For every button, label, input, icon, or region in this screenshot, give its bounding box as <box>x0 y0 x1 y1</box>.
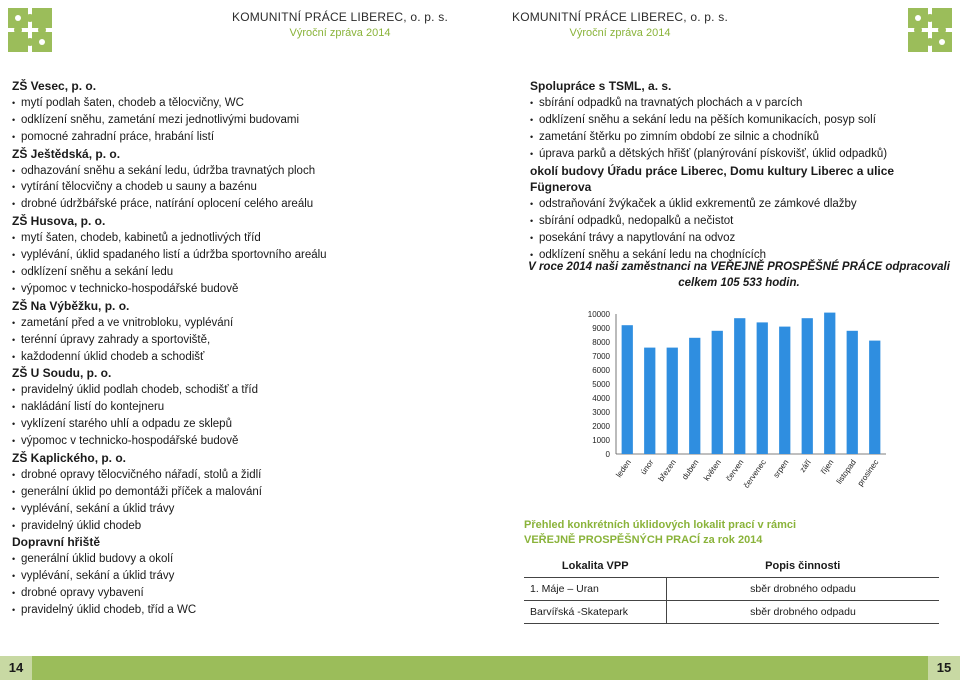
list-item: • vyklízení starého uhlí a odpadu ze sklepů <box>12 416 482 433</box>
table-title-line: Přehled konkrétních úklidových lokalit prací v rámci <box>524 519 797 531</box>
y-tick-label: 6000 <box>592 366 610 375</box>
bar-listopad <box>847 331 858 454</box>
list-item: • nakládání listí do kontejneru <box>12 399 482 416</box>
list-item: • terénní úpravy zahrady a sportoviště, <box>12 332 482 349</box>
x-tick-label: květen <box>701 457 723 483</box>
x-tick-label: duben <box>680 457 701 482</box>
table-cell: 1. Máje – Uran <box>524 578 667 601</box>
x-tick-label: červen <box>724 457 746 483</box>
list-item: • sbírání odpadků na travnatých plochách a v parcích <box>530 95 955 112</box>
y-tick-label: 10000 <box>587 310 610 319</box>
list-item: • vyplévání, sekání a úklid trávy <box>12 568 482 585</box>
list-item: • drobné údržbářské práce, natírání oplocení celého areálu <box>12 196 482 213</box>
bar-srpen <box>779 327 790 454</box>
bar-červen <box>734 318 745 454</box>
table-row <box>524 578 939 601</box>
column-header: Popis činnosti <box>667 555 940 578</box>
section-title: ZŠ Na Výběžku, p. o. <box>12 298 130 313</box>
header-left-org: KOMUNITNÍ PRÁCE LIBEREC, o. p. s. <box>232 10 448 24</box>
header-right <box>500 10 740 39</box>
table-cell: Barvířská -Skatepark <box>524 601 667 624</box>
section-title: ZŠ Kaplického, p. o. <box>12 450 127 465</box>
list-item: • pravidelný úklid podlah chodeb, schodišť a tříd <box>12 382 482 399</box>
section-list <box>530 196 955 264</box>
y-tick-label: 0 <box>605 450 610 459</box>
column-header: Lokalita VPP <box>524 555 667 578</box>
x-tick-label: březen <box>656 457 678 484</box>
list-item: • pravidelný úklid chodeb <box>12 518 482 535</box>
section-title: ZŠ Husova, p. o. <box>12 214 106 229</box>
bar-duben <box>689 338 700 454</box>
list-item: • odklízení sněhu a sekání ledu na pěších komunikacích, posyp solí <box>530 112 955 129</box>
y-tick-label: 3000 <box>592 408 610 417</box>
x-tick-label: prosinec <box>855 457 881 488</box>
table-title <box>524 518 796 548</box>
bar-červenec <box>757 322 768 454</box>
list-item: • výpomoc v technicko-hospodářské budově <box>12 281 482 298</box>
list-item: • drobné opravy tělocvičného nářadí, stolů a židlí <box>12 467 482 484</box>
list-item: • sbírání odpadků, nedopalků a nečistot <box>530 213 955 230</box>
header-right-org: KOMUNITNÍ PRÁCE LIBEREC, o. p. s. <box>512 10 728 24</box>
list-item: • odklízení sněhu a sekání ledu na chodnících <box>530 247 955 264</box>
bar-leden <box>622 325 633 454</box>
header-left-subtitle: Výroční zpráva 2014 <box>289 27 391 39</box>
bar-říjen <box>824 313 835 454</box>
section-title: Spolupráce s TSML, a. s. <box>530 79 672 93</box>
y-tick-label: 7000 <box>592 352 610 361</box>
y-tick-label: 5000 <box>592 380 610 389</box>
list-item: • odklízení sněhu a sekání ledu <box>12 264 482 281</box>
puzzle-logo-icon <box>906 6 954 54</box>
right-column <box>530 78 955 264</box>
x-tick-label: srpen <box>771 457 791 480</box>
section-list <box>12 95 482 146</box>
table-cell: sběr drobného odpadu <box>667 601 940 624</box>
page-number-right: 15 <box>928 656 960 680</box>
list-item: • výpomoc v technicko-hospodářské budově <box>12 433 482 450</box>
bar-květen <box>712 331 723 454</box>
list-item: • pomocné zahradní práce, hrabání listí <box>12 129 482 146</box>
section-title: Dopravní hřiště <box>12 535 101 550</box>
section-list <box>12 382 482 450</box>
header-right-subtitle: Výroční zpráva 2014 <box>569 27 671 39</box>
section-list <box>12 551 482 619</box>
list-item: • generální úklid po demontáži příček a malování <box>12 484 482 501</box>
x-tick-label: červenec <box>741 457 768 490</box>
list-item: • vyplévání, sekání a úklid trávy <box>12 501 482 518</box>
note-line: V roce 2014 naši zaměstnanci na VEŘEJNĚ PROSPĚŠNÉ PRÁCE odpracovali <box>528 261 950 273</box>
list-item: • úprava parků a dětských hřišť (planýrování pískovišť, úklid odpadků) <box>530 146 955 163</box>
section-list <box>12 315 482 366</box>
footer-bar <box>0 656 960 680</box>
hours-summary-note <box>524 259 954 291</box>
section-title: okolí budovy Úřadu práce Liberec, Domu kultury Liberec a ulice Fügnerova <box>530 163 895 195</box>
list-item: • odstraňování žvýkaček a úklid exkrementů ze zámkové dlažby <box>530 196 955 213</box>
note-line: celkem 105 533 hodin. <box>678 277 800 289</box>
section-title: ZŠ Vesec, p. o. <box>12 79 97 93</box>
locations-table <box>524 555 939 624</box>
list-item: • odklízení sněhu, zametání mezi jednotlivými budovami <box>12 112 482 129</box>
y-tick-label: 4000 <box>592 394 610 403</box>
table-title-line: VEŘEJNĚ PROSPĚŠNÝCH PRACÍ za rok 2014 <box>524 534 763 546</box>
list-item: • generální úklid budovy a okolí <box>12 551 482 568</box>
list-item: • odhazování sněhu a sekání ledu, údržba travnatých ploch <box>12 163 482 180</box>
section-title: ZŠ Ještědská, p. o. <box>12 146 121 161</box>
table-row <box>524 601 939 624</box>
header-left <box>220 10 460 39</box>
list-item: • vyplévání, úklid spadaného listí a údržba sportovního areálu <box>12 247 482 264</box>
list-item: • mytí podlah šaten, chodeb a tělocvičny, WC <box>12 95 482 112</box>
x-tick-label: listopad <box>834 457 858 486</box>
list-item: • posekání trávy a napytlování na odvoz <box>530 230 955 247</box>
bar-březen <box>667 348 678 454</box>
left-column <box>12 78 482 619</box>
list-item: • pravidelný úklid chodeb, tříd a WC <box>12 602 482 619</box>
monthly-hours-chart <box>580 300 900 490</box>
section-list <box>12 163 482 214</box>
x-tick-label: únor <box>638 457 656 477</box>
x-tick-label: leden <box>614 457 633 480</box>
table-header-row <box>524 555 939 578</box>
bar-únor <box>644 348 655 454</box>
list-item: • zametání před a ve vnitrobloku, vyplévání <box>12 315 482 332</box>
x-tick-label: září <box>797 457 813 475</box>
list-item: • každodenní úklid chodeb a schodišť <box>12 349 482 366</box>
section-list <box>530 95 955 163</box>
section-title: ZŠ U Soudu, p. o. <box>12 366 112 381</box>
section-list <box>12 230 482 298</box>
section-list <box>12 467 482 535</box>
bar-prosinec <box>869 341 880 454</box>
y-tick-label: 1000 <box>592 436 610 445</box>
y-tick-label: 8000 <box>592 338 610 347</box>
page-number-left: 14 <box>0 656 32 680</box>
x-tick-label: říjen <box>819 457 836 476</box>
y-tick-label: 9000 <box>592 324 610 333</box>
table-cell: sběr drobného odpadu <box>667 578 940 601</box>
bar-září <box>802 318 813 454</box>
list-item: • zametání štěrku po zimním období ze silnic a chodníků <box>530 129 955 146</box>
list-item: • vytírání tělocvičny a chodeb u sauny a bazénu <box>12 179 482 196</box>
list-item: • drobné opravy vybavení <box>12 585 482 602</box>
y-tick-label: 2000 <box>592 422 610 431</box>
puzzle-logo-icon <box>6 6 54 54</box>
list-item: • mytí šaten, chodeb, kabinetů a jednotlivých tříd <box>12 230 482 247</box>
